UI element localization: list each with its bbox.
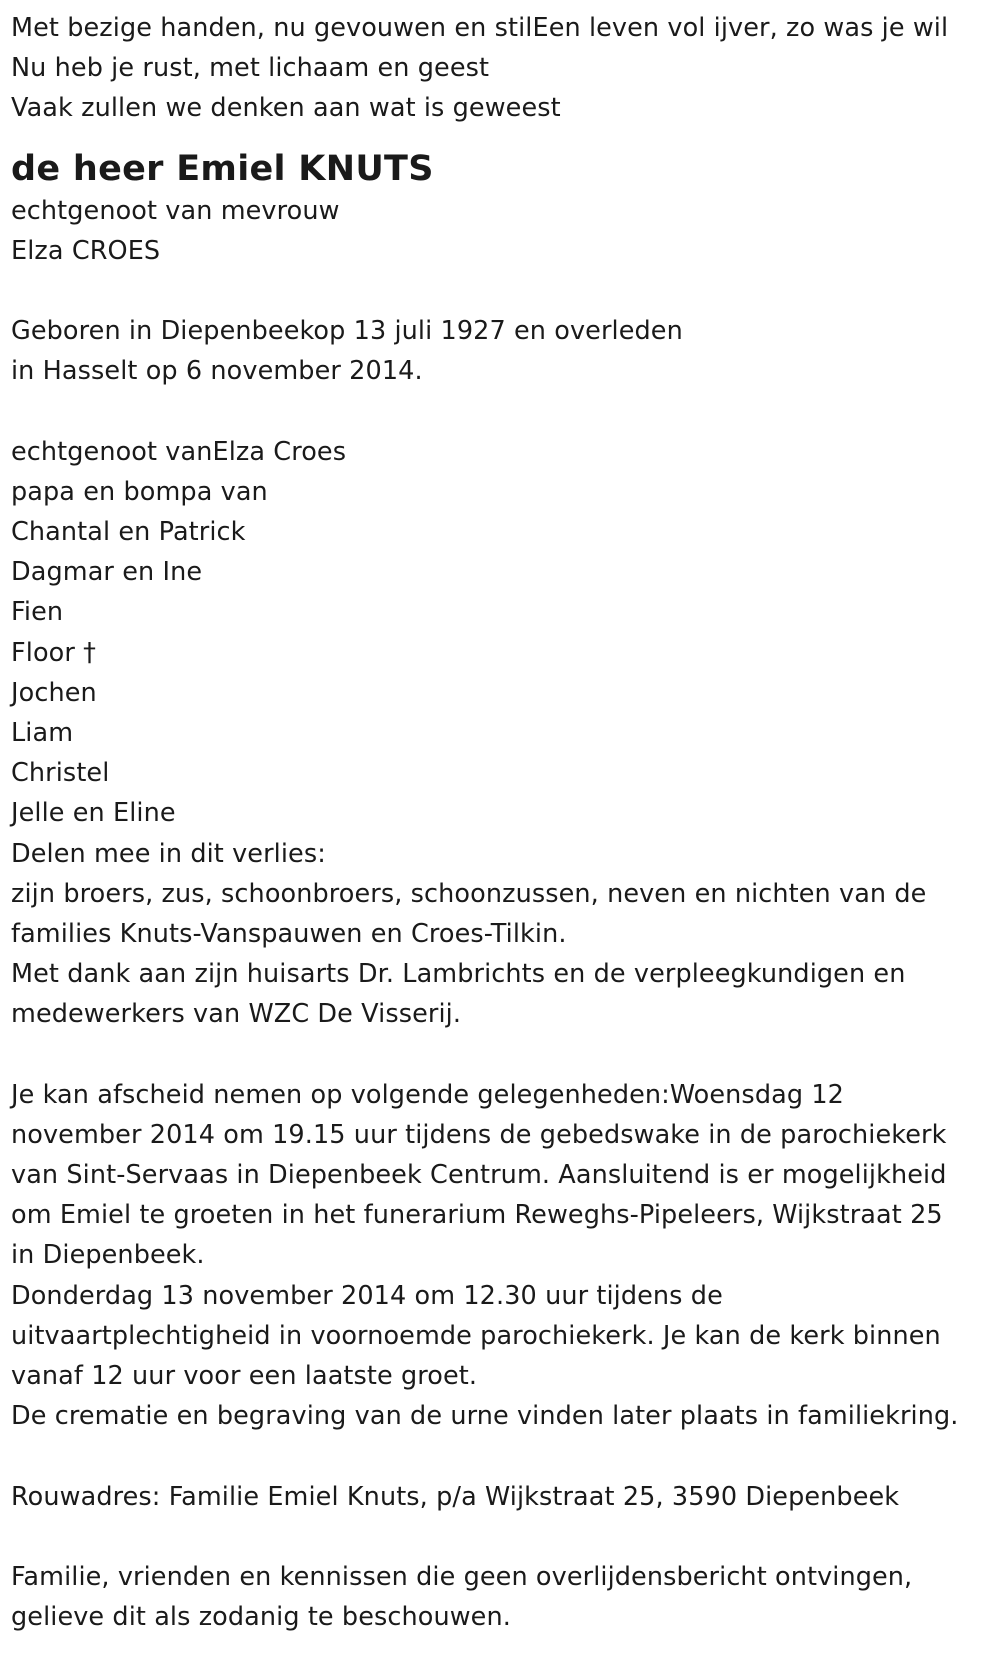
spacer (11, 392, 1000, 432)
death-line: in Hasselt op 6 november 2014. (11, 356, 423, 387)
closing-line: gelieve dit als zodanig te beschouwen. (11, 1602, 511, 1633)
family-list (11, 432, 1000, 1035)
spacer (11, 1035, 1000, 1075)
family-line: Jelle en Eline (11, 798, 176, 829)
farewell-line: van Sint-Servaas in Diepenbeek Centrum. Aansluitend is er mogelijkheid (11, 1160, 947, 1191)
farewell-line: november 2014 om 19.15 uur tijdens de gebedswake in de parochiekerk (11, 1119, 947, 1150)
family-line: Fien (11, 597, 64, 628)
family-line: Liam (11, 718, 74, 748)
family-line: Christel (11, 758, 110, 789)
family-line: Floor † (11, 637, 96, 668)
family-line: medewerkers van WZC De Visserij. (11, 999, 462, 1030)
farewell-line: in Diepenbeek. (11, 1240, 205, 1271)
birth-line: Geboren in Diepenbeekop 13 juli 1927 en overleden (11, 316, 683, 347)
family-line: Chantal en Patrick (11, 517, 246, 548)
closing-line: Familie, vrienden en kennissen die geen overlijdensbericht ontvingen, (11, 1561, 913, 1592)
poem (11, 8, 1000, 129)
farewell-line: Je kan afscheid nemen op volgende gelegenheden:Woensdag 12 (11, 1079, 844, 1110)
family-line: echtgenoot vanElza Croes (11, 436, 347, 467)
farewell-line: De crematie en begraving van de urne vinden later plaats in familiekring. (11, 1401, 959, 1432)
farewell-info (11, 1075, 1000, 1437)
poem-line: Nu heb je rust, met lichaam en geest (11, 53, 490, 84)
spouse-name: Elza CROES (11, 235, 161, 266)
family-line: families Knuts-Vanspauwen en Croes-Tilkin. (11, 918, 567, 949)
address-line: Rouwadres: Familie Emiel Knuts, p/a Wijkstraat 25, 3590 Diepenbeek (11, 1481, 900, 1512)
spacer (11, 271, 1000, 311)
farewell-line: uitvaartplechtigheid in voornoemde parochiekerk. Je kan de kerk binnen (11, 1320, 941, 1351)
farewell-line: vanaf 12 uur voor een laatste groet. (11, 1361, 478, 1391)
family-line: zijn broers, zus, schoonbroers, schoonzussen, neven en nichten van de (11, 878, 927, 909)
family-line: Delen mee in dit verlies: (11, 838, 326, 869)
poem-line: Vaak zullen we denken aan wat is geweest (11, 93, 561, 124)
spacer (11, 1517, 1000, 1557)
mourning-address (11, 1477, 1000, 1517)
family-line: Jochen (11, 677, 97, 708)
closing-note (11, 1557, 1000, 1637)
farewell-line: om Emiel te groeten in het funerarium Reweghs-Pipeleers, Wijkstraat 25 (11, 1200, 943, 1231)
family-line: Dagmar en Ine (11, 557, 203, 588)
family-line: Met dank aan zijn huisarts Dr. Lambrichts en de verpleegkundigen en (11, 959, 906, 990)
birth-death-info (11, 311, 1000, 391)
spacer (11, 1436, 1000, 1476)
spouse-info (11, 191, 1000, 271)
family-line: papa en bompa van (11, 476, 268, 507)
poem-line: Met bezige handen, nu gevouwen en stilEen leven vol ijver, zo was je wil (11, 13, 949, 43)
spouse-line: echtgenoot van mevrouw (11, 195, 340, 226)
deceased-name: de heer Emiel KNUTS (11, 148, 434, 189)
farewell-line: Donderdag 13 november 2014 om 12.30 uur tijdens de (11, 1280, 723, 1311)
